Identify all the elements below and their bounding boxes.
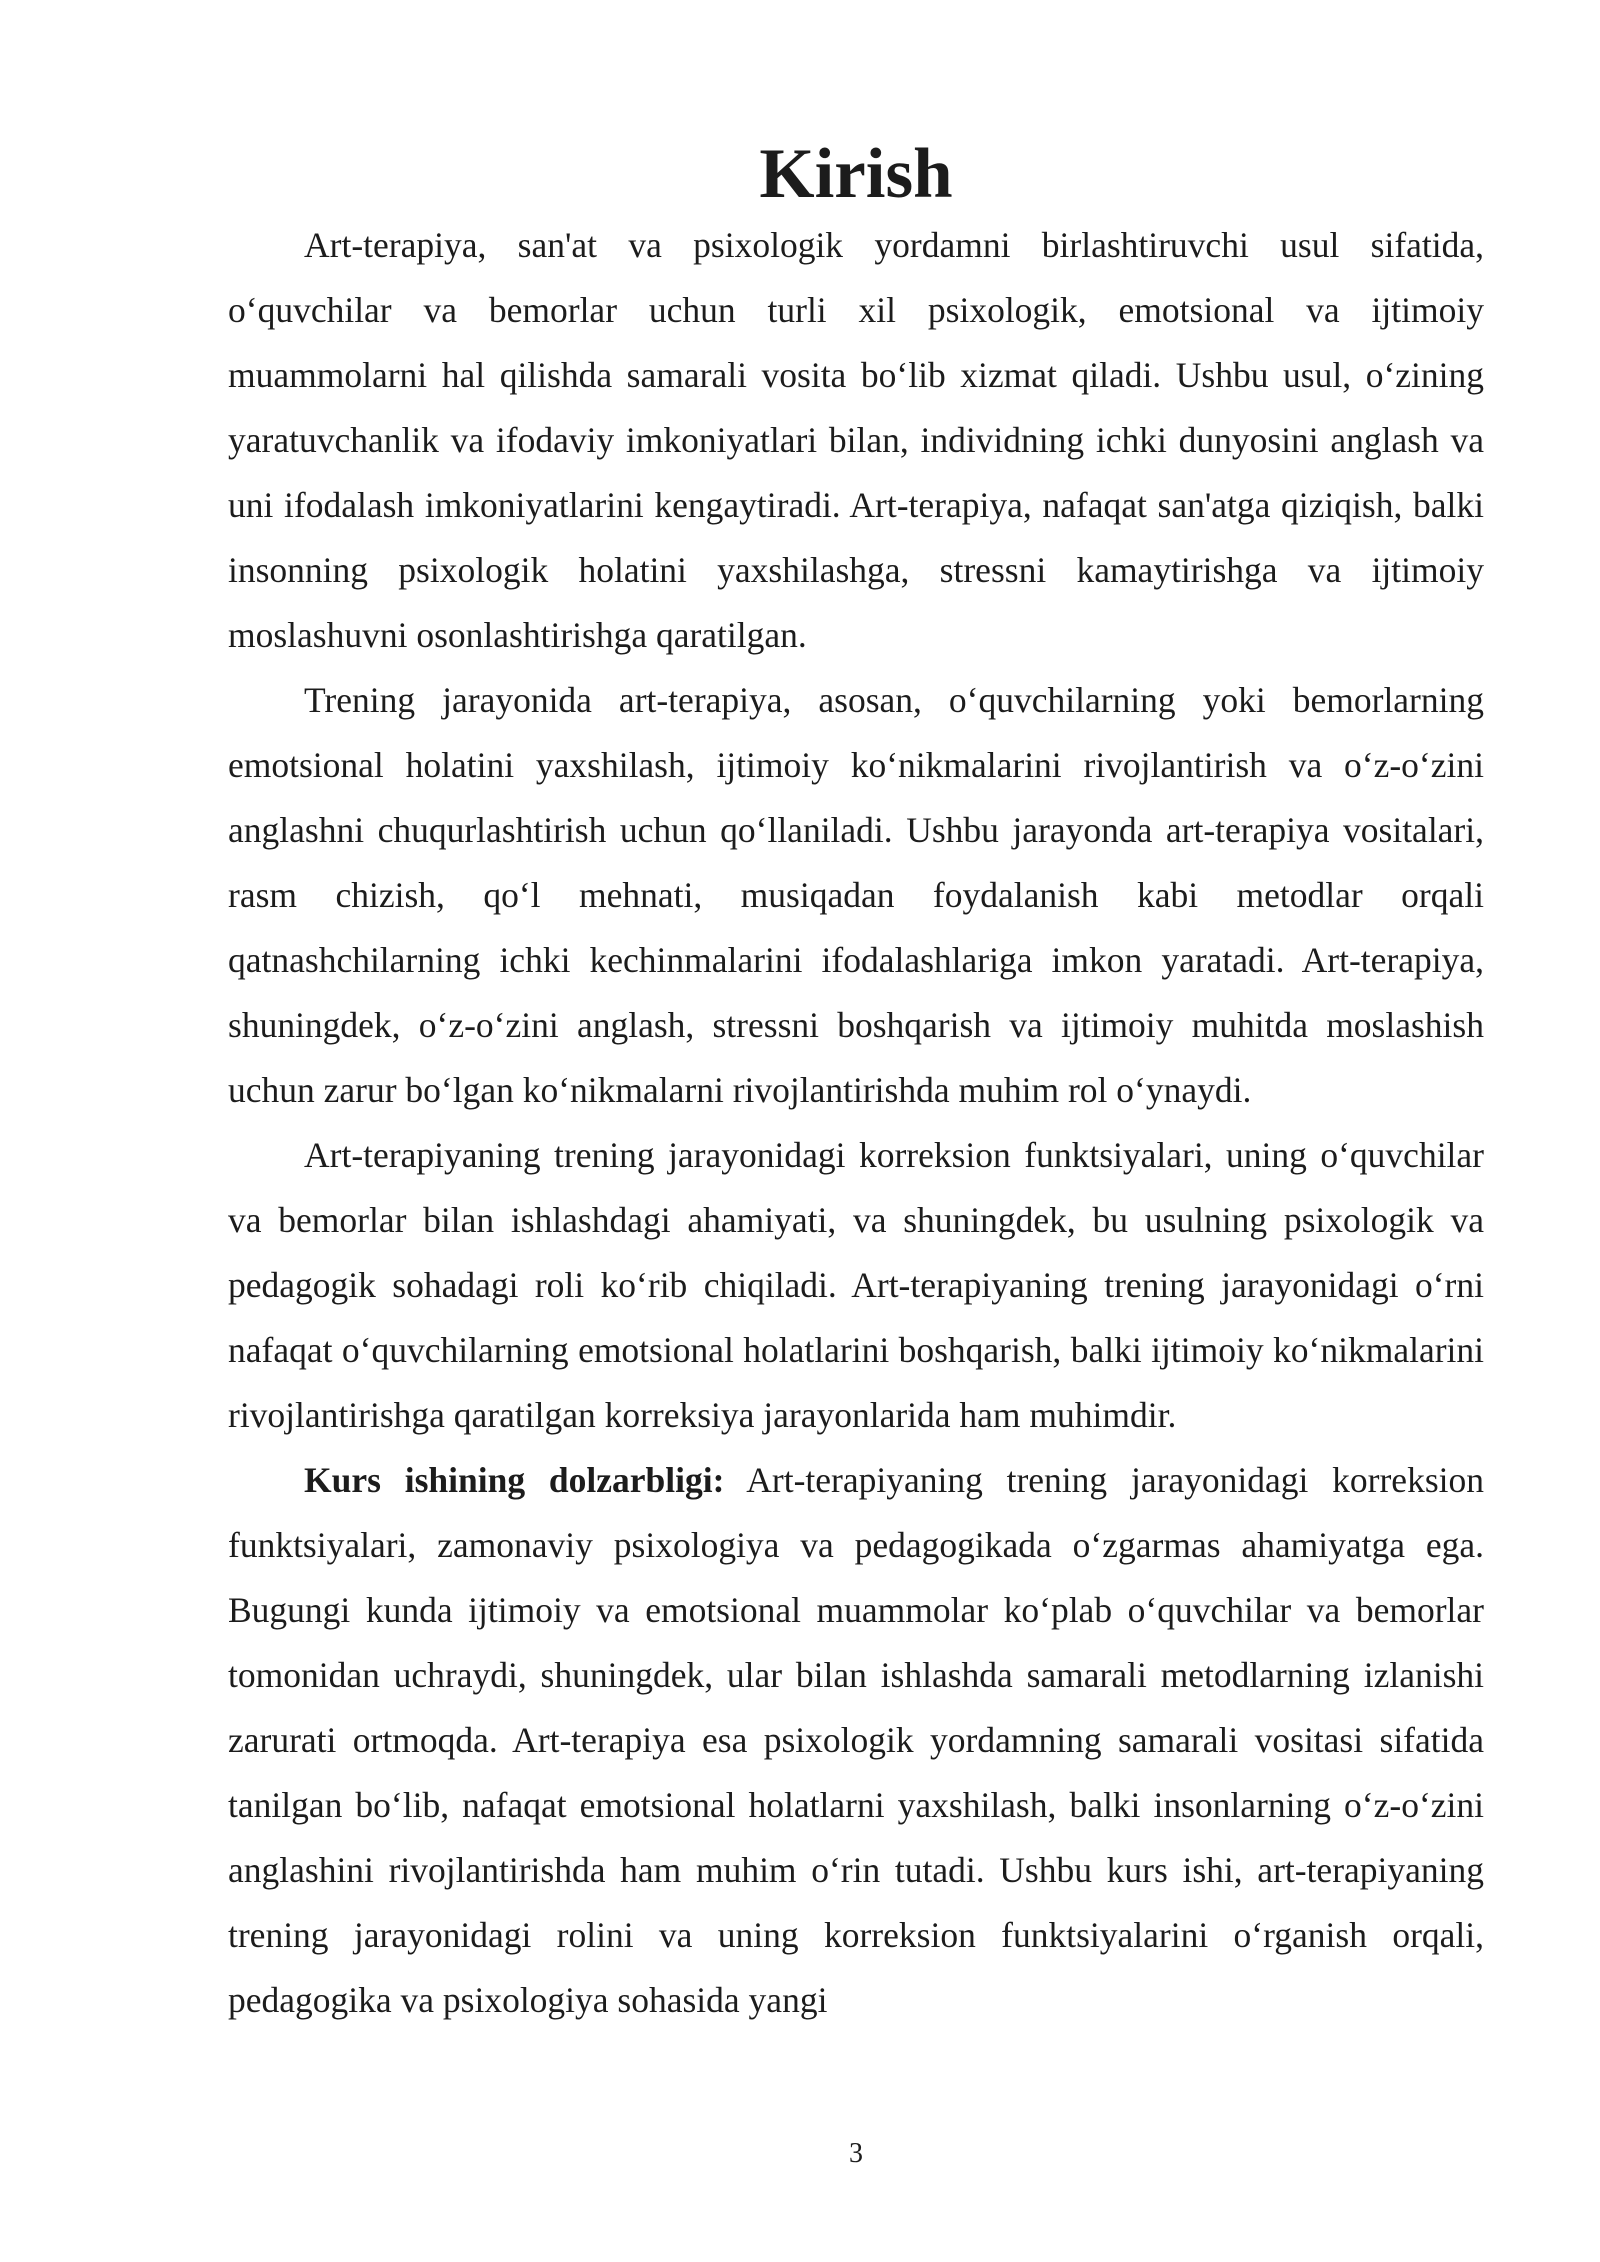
paragraph-1 [228,213,1484,668]
paragraph-text: Trening jarayonida art-terapiya, asosan, o‘quvchilarning yoki bemorlarning emotsional holatini yaxshilash, ijtimoiy ko‘nikmalarini rivojlantirish va o‘z-o‘zini anglashni chuqurlashtirish uchun qo‘llaniladi. Ushbu jarayonda art-terapiya vositalari, rasm chizish, qo‘l mehnati, musiqadan foydalanish kabi metodlar orqali qatnashchilarning ichki kechinmalarini ifodalashlariga imkon yaratadi. Art-terapiya, shuningdek, o‘z-o‘zini anglash, stressni boshqarish va ijtimoiy muhitda moslashish uchun zarur bo‘lgan ko‘nikmalarni rivojlantirishda muhim rol o‘ynaydi. [228,680,1484,1110]
paragraph-2 [228,668,1484,1123]
paragraph-text: Art-terapiya, san'at va psixologik yordamni birlashtiruvchi usul sifatida, o‘quvchilar va bemorlar uchun turli xil psixologik, emotsional va ijtimoiy muammolarni hal qilishda samarali vosita bo‘lib xizmat qiladi. Ushbu usul, o‘zining yaratuvchanlik va ifodaviy imkoniyatlari bilan, individning ichki dunyosini anglash va uni ifodalash imkoniyatlarini kengaytiradi. Art-terapiya, nafaqat san'atga qiziqish, balki insonning psixologik holatini yaxshilashga, stressni kamaytirishga va ijtimoiy moslashuvni osonlashtirishga qaratilgan. [228,225,1484,655]
page-body [228,135,1484,2033]
paragraph-text: Art-terapiyaning trening jarayonidagi korreksion funktsiyalari, zamonaviy psixologiya va pedagogikada o‘zgarmas ahamiyatga ega. Bugungi kunda ijtimoiy va emotsional muammolar ko‘plab o‘quvchilar va bemorlar tomonidan uchraydi, shuningdek, ular bilan ishlashda samarali metodlarning izlanishi zarurati ortmoqda. Art-terapiya esa psixologik yordamning samarali vositasi sifatida tanilgan bo‘lib, nafaqat emotsional holatlarni yaxshilash, balki insonlarning o‘z-o‘zini anglashini rivojlantirishda ham muhim o‘rin tutadi. Ushbu kurs ishi, art-terapiyaning trening jarayonidagi rolini va uning korreksion funktsiyalarini o‘rganish orqali, pedagogika va psixologiya sohasida yangi [228,1460,1484,2020]
paragraph-3 [228,1123,1484,1448]
paragraph-4-relevance [228,1448,1484,2033]
page-number: 3 [849,2138,863,2169]
section-heading: Kirish [759,135,953,213]
paragraph-lead-relevance: Kurs ishining dolzarbligi: [304,1460,725,1500]
paragraph-text: Art-terapiyaning trening jarayonidagi korreksion funktsiyalari, uning o‘quvchilar va bemorlar bilan ishlashdagi ahamiyati, va shuningdek, bu usulning psixologik va pedagogik sohadagi roli ko‘rib chiqiladi. Art-terapiyaning trening jarayonidagi o‘rni nafaqat o‘quvchilarning emotsional holatlarini boshqarish, balki ijtimoiy ko‘nikmalarini rivojlantirishga qaratilgan korreksiya jarayonlarida ham muhimdir. [228,1135,1484,1435]
